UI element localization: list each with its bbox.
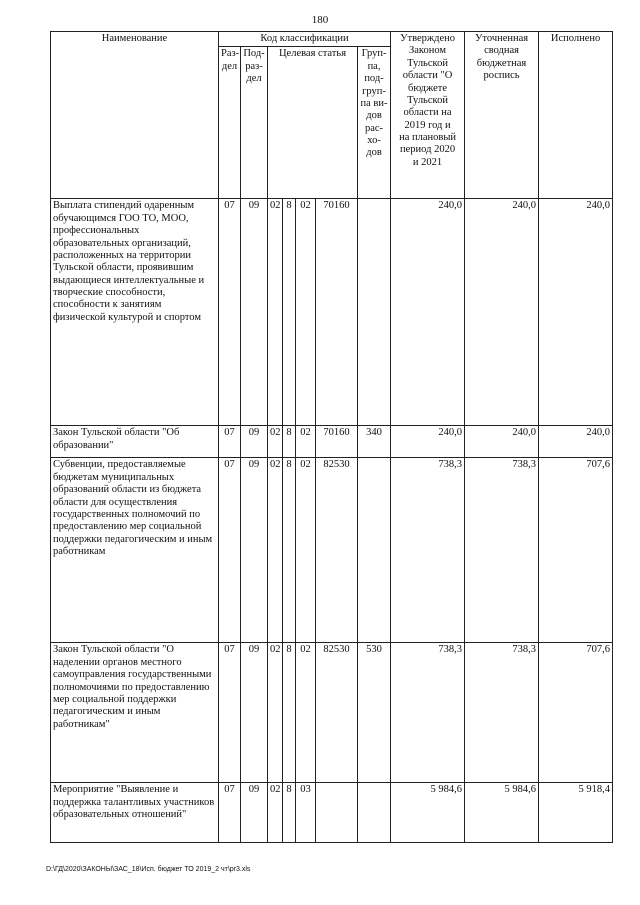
row-approved: 738,3	[391, 458, 465, 643]
row-refined: 5 984,6	[465, 783, 539, 843]
row-approved: 240,0	[391, 426, 465, 458]
row-target-1: 02	[268, 426, 283, 458]
row-executed: 5 918,4	[539, 783, 613, 843]
row-section: 07	[219, 426, 241, 458]
row-target-2: 8	[283, 199, 296, 426]
table-row	[51, 426, 613, 458]
row-target-3: 02	[296, 458, 316, 643]
row-group	[358, 199, 391, 426]
table-row	[51, 199, 613, 426]
row-subsection: 09	[241, 783, 268, 843]
row-executed: 707,6	[539, 458, 613, 643]
row-target-1: 02	[268, 783, 283, 843]
row-target-2: 8	[283, 783, 296, 843]
row-target-4: 82530	[316, 643, 358, 783]
row-subsection: 09	[241, 199, 268, 426]
row-target-4: 70160	[316, 426, 358, 458]
budget-table	[50, 31, 613, 843]
row-group	[358, 458, 391, 643]
row-target-4	[316, 783, 358, 843]
row-refined: 738,3	[465, 643, 539, 783]
header-name: Наименование	[51, 32, 219, 199]
row-approved: 738,3	[391, 643, 465, 783]
row-refined: 240,0	[465, 426, 539, 458]
header-subsection: Под- раз- дел	[241, 47, 268, 199]
row-group: 340	[358, 426, 391, 458]
row-executed: 240,0	[539, 426, 613, 458]
row-subsection: 09	[241, 426, 268, 458]
row-refined: 240,0	[465, 199, 539, 426]
row-target-2: 8	[283, 643, 296, 783]
row-group	[358, 783, 391, 843]
header-section: Раз- дел	[219, 47, 241, 199]
row-section: 07	[219, 458, 241, 643]
row-refined: 738,3	[465, 458, 539, 643]
row-target-2: 8	[283, 426, 296, 458]
row-name: Выплата стипендий одаренным обучающимся ГОО ТО, МОО, профессиональных образовательных организаций, расположенных на территории Тульской области, проявившим выдающиеся интеллектуальные и творческие способности, способности к занятиям физической культурой и спортом	[51, 199, 219, 426]
row-section: 07	[219, 783, 241, 843]
table-row	[51, 783, 613, 843]
footer-file-path: D:\ГД\2020\ЗАКОНЫ\ЗАС_18\Исп. бюджет ТО 2019_2 чт\pr3.xls	[46, 866, 251, 873]
row-name: Субвенции, предоставляемые бюджетам муниципальных образований области из бюджета области для осуществления государственных полномочий по предоставлению мер социальной поддержки педагогическим и иным работникам	[51, 458, 219, 643]
row-target-2: 8	[283, 458, 296, 643]
header-expense-group: Груп- па, под- груп- па ви- дов рас- хо- дов	[358, 47, 391, 199]
row-target-3: 03	[296, 783, 316, 843]
header-classification: Код классификации	[219, 32, 391, 47]
row-target-4: 70160	[316, 199, 358, 426]
row-subsection: 09	[241, 643, 268, 783]
row-target-3: 02	[296, 643, 316, 783]
row-target-1: 02	[268, 458, 283, 643]
row-name: Закон Тульской области "Об образовании"	[51, 426, 219, 458]
row-target-4: 82530	[316, 458, 358, 643]
row-name: Мероприятие "Выявление и поддержка талантливых участников образовательных отношений"	[51, 783, 219, 843]
header-target: Целевая статья	[268, 47, 358, 199]
row-target-3: 02	[296, 426, 316, 458]
row-group: 530	[358, 643, 391, 783]
row-approved: 5 984,6	[391, 783, 465, 843]
header-approved: Утверждено Законом Тульской области "О бюджете Тульской области на 2019 год и на плановый период 2020 и 2021	[391, 32, 465, 199]
row-target-3: 02	[296, 199, 316, 426]
row-executed: 707,6	[539, 643, 613, 783]
row-target-1: 02	[268, 643, 283, 783]
header-executed: Исполнено	[539, 32, 613, 199]
row-section: 07	[219, 643, 241, 783]
page-number: 180	[311, 14, 329, 26]
row-subsection: 09	[241, 458, 268, 643]
table-row	[51, 458, 613, 643]
header-refined: Уточненная сводная бюджетная роспись	[465, 32, 539, 199]
row-name: Закон Тульской области "О наделении органов местного самоуправления государственными полномочиями по предоставлению мер социальной поддержки педагогическим и иным работникам"	[51, 643, 219, 783]
row-section: 07	[219, 199, 241, 426]
table-row	[51, 643, 613, 783]
row-executed: 240,0	[539, 199, 613, 426]
row-target-1: 02	[268, 199, 283, 426]
row-approved: 240,0	[391, 199, 465, 426]
